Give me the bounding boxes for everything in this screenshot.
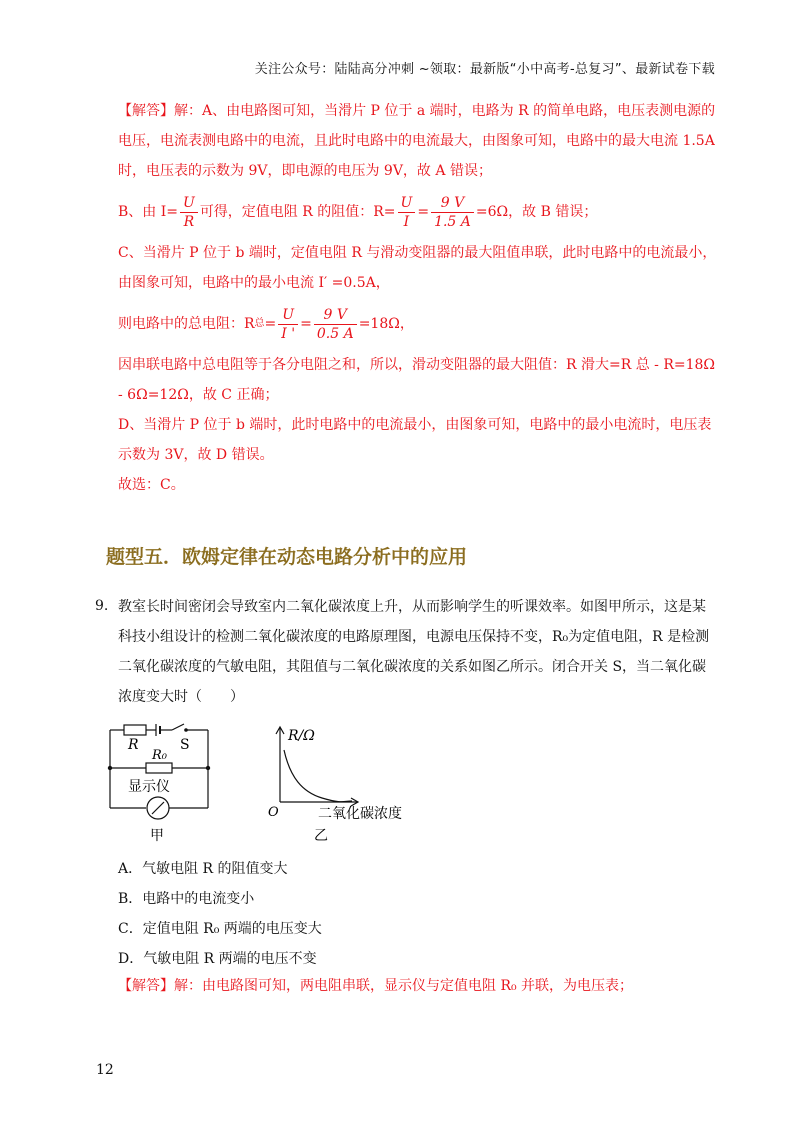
answer-paragraph-a <box>118 96 718 186</box>
answer-text-b2: 可得，定值电阻 R 的阻值：R= <box>199 204 396 220</box>
answer-text-q9: 解：由电路图可知，两电阻串联，显示仪与定值电阻 R₀ 并联，为电压表； <box>174 978 634 994</box>
answer-text-b1: B、由 I= <box>118 204 178 220</box>
resistance-graph <box>262 722 422 852</box>
equals-sign: = <box>300 316 312 332</box>
caption-jia: 甲 <box>150 828 164 844</box>
origin-label: O <box>268 805 279 820</box>
subscript-total: 总 <box>254 318 265 329</box>
label-s: S <box>180 737 190 753</box>
frac-numerator: 9 V <box>431 194 474 213</box>
answer-paragraph-total-resistance <box>118 302 718 346</box>
frac-denominator: I ' <box>281 325 296 342</box>
fraction-9v-over-05a <box>314 306 357 343</box>
resistance-curve <box>284 750 352 802</box>
answer-text-c1: 则电路中的总电阻：R <box>118 316 255 332</box>
question-text: 教室长时间密闭会导致室内二氧化碳浓度上升，从而影响学生的听课效率。如图甲所示，这是某科技小组设计的检测二氧化碳浓度的电路原理图，电源电压保持不变，R₀为定值电阻，R 是检测二氧化碳浓度的气敏电阻，其阻值与二氧化碳浓度的关系如图乙所示。闭合开关 S，当二氧化碳浓度变大时（ ） <box>118 599 710 705</box>
option-b: B．电路中的电流变小 <box>118 891 255 907</box>
answer-paragraph-c2: 因串联电路中总电阻等于各分电阻之和，所以，滑动变阻器的最大阻值：R 滑大=R 总 - R=18Ω - 6Ω=12Ω，故 C 正确； <box>118 357 716 403</box>
frac-denominator: I <box>403 213 410 230</box>
frac-denominator: 1.5 A <box>434 213 471 230</box>
fraction-9v-over-15a <box>431 194 474 231</box>
fraction-u-over-r <box>180 194 198 231</box>
frac-numerator: U <box>180 194 198 213</box>
page-number: 12 <box>96 1062 114 1078</box>
answer-conclusion: 故选：C。 <box>118 477 185 493</box>
axis-label-x: 二氧化碳浓度 <box>318 806 402 822</box>
equals-sign: = <box>264 316 277 332</box>
frac-denominator: R <box>183 213 195 230</box>
answer-text-a: 解：A、由电路图可知，当滑片 P 位于 a 端时，电路为 R 的简单电路，电压表测电源的电压，电流表测电路中的电流，且此时电路中的电流最大，由图象可知，电路中的最大电流 1.5A 时，电压表的示数为 9V，即电源的电压为 9V，故 A 错误； <box>118 103 716 179</box>
equals-sign: = <box>417 204 430 220</box>
answer-text-c2: =18Ω， <box>358 316 414 332</box>
answer-paragraph-c: C、当滑片 P 位于 b 端时，定值电阻 R 与滑动变阻器的最大阻值串联，此时电路中的电流最小，由图象可知，电路中的最小电流 I′ =0.5A， <box>118 245 717 291</box>
caption-yi: 乙 <box>314 828 328 844</box>
answer-paragraph-d: D、当滑片 P 位于 b 端时，此时电路中的电流最小，由图象可知，电路中的最小电流时，电压表示数为 3V，故 D 错误。 <box>118 417 712 463</box>
option-a: A．气敏电阻 R 的阻值变大 <box>118 861 288 877</box>
question-number: 9. <box>95 598 109 614</box>
answer-tag: 【解答】 <box>118 978 174 994</box>
answer-paragraph-b <box>118 190 718 234</box>
answer-text-b3: =6Ω，故 B 错误； <box>475 204 598 220</box>
frac-denominator: 0.5 A <box>316 325 354 342</box>
option-c: C．定值电阻 R₀ 两端的电压变大 <box>118 921 322 937</box>
label-display: 显示仪 <box>128 779 170 795</box>
fraction-u-over-iprime <box>278 306 298 343</box>
answer-paragraph-q9 <box>118 976 718 996</box>
circuit-diagram <box>100 716 220 846</box>
switch-contact <box>184 728 188 732</box>
junction-dot <box>108 766 112 770</box>
frac-numerator: U <box>398 194 416 213</box>
axis-label-y: R/Ω <box>288 728 315 744</box>
frac-numerator: 9 V <box>314 306 357 325</box>
option-d: D．气敏电阻 R 两端的电压不变 <box>118 951 317 967</box>
fraction-u-over-i <box>398 194 416 231</box>
section-title: 题型五．欧姆定律在动态电路分析中的应用 <box>106 546 468 568</box>
label-r0: R₀ <box>152 748 167 763</box>
answer-tag: 【解答】 <box>118 103 174 119</box>
page-header: 关注公众号：陆陆高分冲刺 ~领取：最新版“小中高考-总复习”、最新试卷下载 <box>254 62 715 77</box>
label-r: R <box>128 737 139 753</box>
frac-numerator: U <box>278 306 298 325</box>
junction-dot <box>206 766 210 770</box>
